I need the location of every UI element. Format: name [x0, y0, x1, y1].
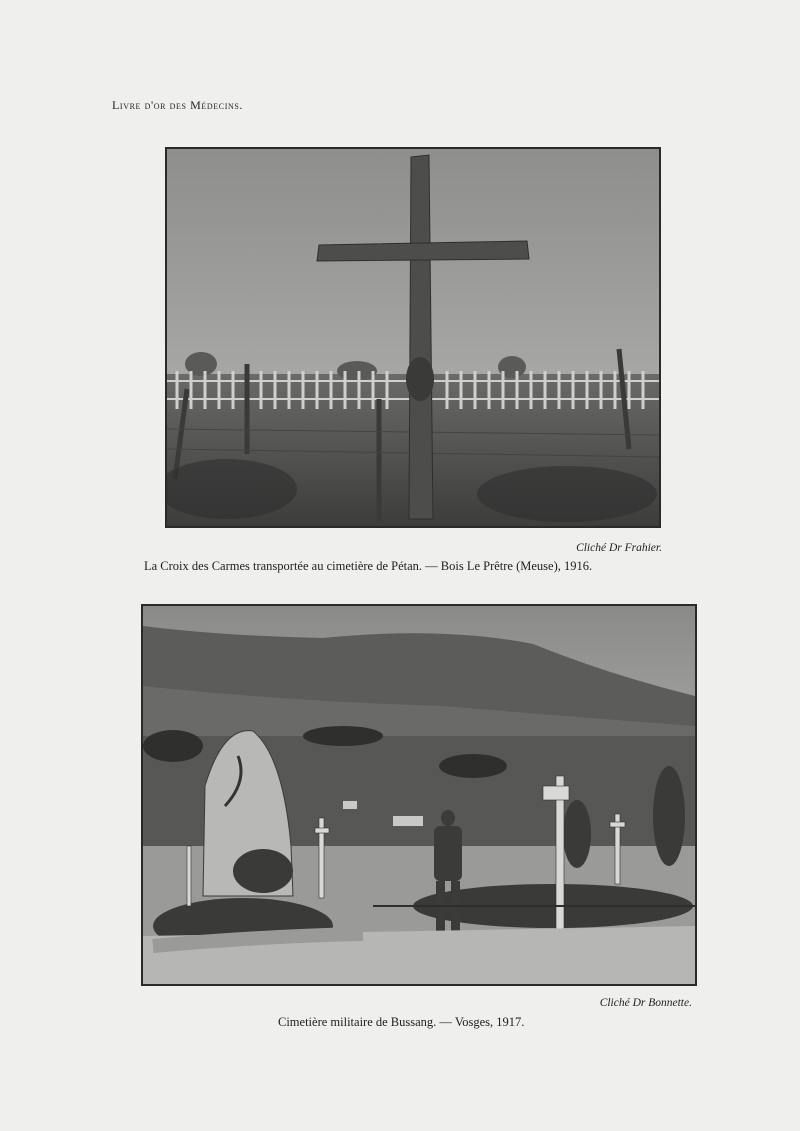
- caption-2: Cimetière militaire de Bussang. — Vosges, 1917.: [278, 1015, 525, 1029]
- caption-1: La Croix des Carmes transportée au cimetière de Pétan. — Bois Le Prêtre (Meuse), 1916.: [144, 559, 593, 573]
- photo-credit-2: Cliché Dr Bonnette.: [599, 997, 692, 1009]
- photo-cimetiere-bussang: [141, 604, 697, 986]
- photo-croix-des-carmes: [165, 147, 661, 528]
- photo-credit-1: Cliché Dr Frahier.: [576, 542, 662, 554]
- running-title: Livre d'or des Médecins.: [112, 98, 244, 112]
